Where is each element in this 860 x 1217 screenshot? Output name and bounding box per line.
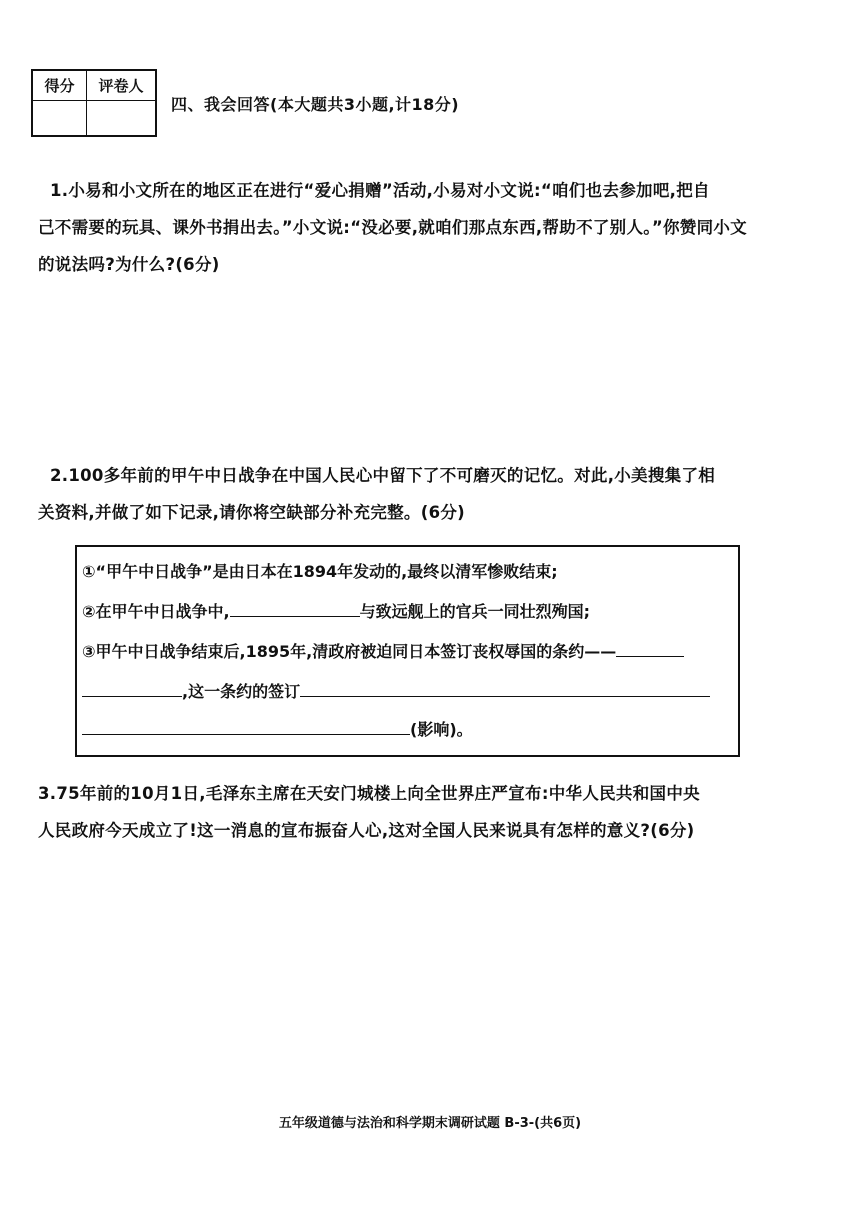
question-3 bbox=[38, 775, 818, 849]
question-1-line: 的说法吗?为什么?(6分) bbox=[38, 255, 220, 274]
grader-field[interactable] bbox=[87, 101, 155, 135]
record-item-2-prefix: ②在甲午中日战争中, bbox=[82, 602, 230, 621]
question-2-line: 关资料,并做了如下记录,请你将空缺部分补充完整。(6分) bbox=[38, 503, 465, 522]
question-2 bbox=[38, 457, 818, 531]
record-item-3 bbox=[82, 639, 684, 662]
answer-blank-2[interactable] bbox=[616, 640, 684, 657]
section-title: 四、我会回答(本大题共3小题,计18分) bbox=[171, 95, 460, 114]
answer-blank-3[interactable] bbox=[300, 680, 710, 697]
record-item-3-prefix: ③甲午中日战争结束后,1895年,清政府被迫同日本签订丧权辱国的条约—— bbox=[82, 642, 617, 661]
question-2-line: 2.100多年前的甲午中日战争在中国人民心中留下了不可磨灭的记忆。对此,小美搜集了相 bbox=[50, 466, 716, 485]
record-box bbox=[75, 545, 740, 757]
question-1-line: 己不需要的玩具、课外书捐出去。”小文说:“没必要,就咱们那点东西,帮助不了别人。”你赞同小文 bbox=[38, 218, 747, 237]
answer-blank-3-cont[interactable] bbox=[82, 718, 410, 735]
record-item-1: ①“甲午中日战争”是由日本在1894年发动的,最终以清军惨败结束; bbox=[82, 562, 558, 581]
question-3-line: 人民政府今天成立了!这一消息的宣布振奋人心,这对全国人民来说具有怎样的意义?(6分) bbox=[38, 821, 695, 840]
score-label: 得分 bbox=[33, 71, 87, 101]
score-field[interactable] bbox=[33, 101, 87, 135]
record-item-3-cont bbox=[82, 679, 710, 702]
answer-blank-2-cont[interactable] bbox=[82, 680, 182, 697]
record-item-3-middle: ,这一条约的签订 bbox=[182, 682, 301, 701]
record-item-2-suffix: 与致远舰上的官兵一同壮烈殉国; bbox=[359, 602, 591, 621]
page-footer: 五年级道德与法治和科学期末调研试题 B-3-(共6页) bbox=[278, 1116, 582, 1131]
answer-blank-1[interactable] bbox=[230, 600, 360, 617]
question-1 bbox=[38, 172, 818, 283]
question-3-line: 3.75年前的10月1日,毛泽东主席在天安门城楼上向全世界庄严宣布:中华人民共和国中央 bbox=[38, 784, 700, 803]
record-item-3-influence: (影响)。 bbox=[410, 720, 473, 739]
record-item-2 bbox=[82, 599, 590, 622]
score-table bbox=[31, 69, 157, 137]
question-1-line: 1.小易和小文所在的地区正在进行“爱心捐赠”活动,小易对小文说:“咱们也去参加吧,把自 bbox=[50, 181, 710, 200]
record-item-3-end bbox=[82, 717, 473, 740]
grader-label: 评卷人 bbox=[87, 71, 155, 101]
